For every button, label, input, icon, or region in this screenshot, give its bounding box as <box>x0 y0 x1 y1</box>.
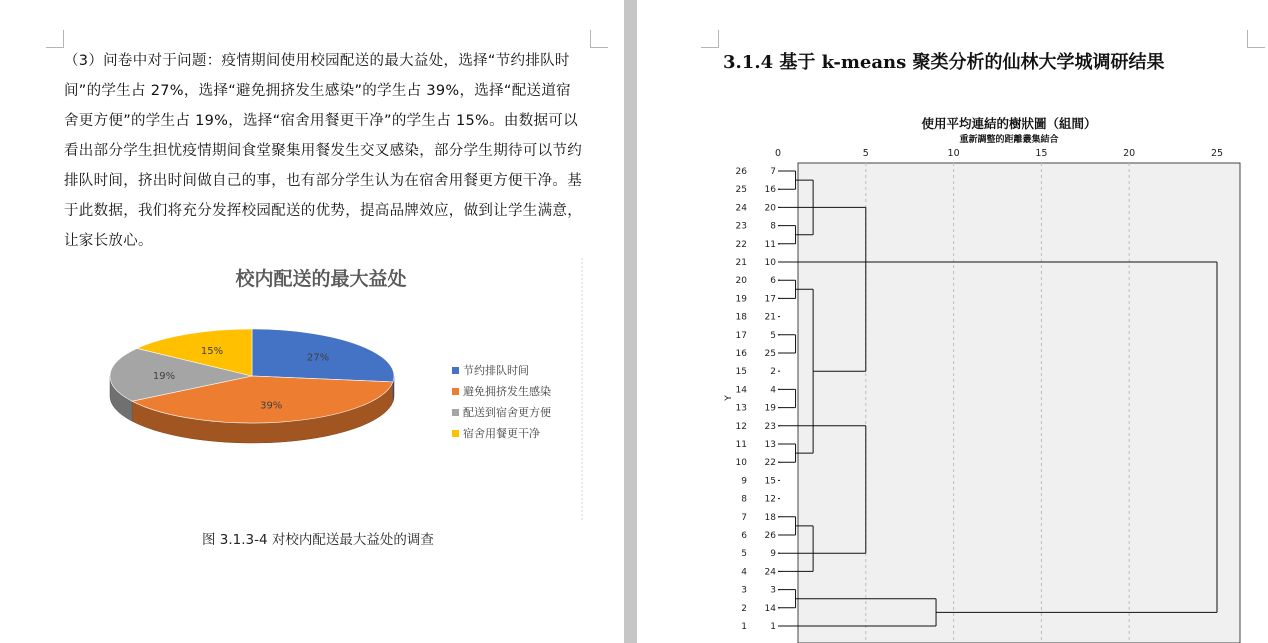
leaf-label: 5 <box>770 330 776 341</box>
row-number: 20 <box>735 276 747 287</box>
row-number: 16 <box>735 349 747 359</box>
row-number: 24 <box>735 203 747 214</box>
leaf-label: 17 <box>764 294 776 305</box>
right-page <box>637 0 1268 643</box>
leaf-label: 4 <box>770 385 776 396</box>
x-tick-label: 10 <box>947 148 960 159</box>
row-number: 6 <box>741 531 747 541</box>
row-number: 10 <box>735 458 747 469</box>
paragraph-line: 看出部分学生担忧疫情期间食堂聚集用餐发生交叉感染，部分学生期待可以节约 <box>64 143 582 159</box>
pie-legend <box>452 363 551 440</box>
legend-label: 宿舍用餐更干净 <box>463 427 540 440</box>
row-number: 14 <box>735 385 747 396</box>
paragraph-line: 让家长放心。 <box>64 233 153 249</box>
pie-data-label: 39% <box>260 400 283 412</box>
pie-chart <box>96 254 586 522</box>
leaf-label: 13 <box>764 440 776 450</box>
row-number: 22 <box>735 239 747 250</box>
leaf-label: 1 <box>770 622 776 632</box>
x-tick-label: 25 <box>1210 148 1224 159</box>
legend-swatch <box>452 409 459 416</box>
row-number: 15 <box>735 367 747 378</box>
leaf-label: 19 <box>764 403 776 414</box>
body-paragraph <box>64 46 592 256</box>
dendrogram-title: 使用平均連結的樹狀圖（組間） <box>921 116 1097 131</box>
leaf-label: 25 <box>764 349 776 359</box>
row-number: 2 <box>741 603 747 614</box>
leaf-label: 6 <box>770 276 776 287</box>
paragraph-line: （3）问卷中对于问题：疫情期间使用校园配送的最大益处，选择“节约排队时 <box>64 53 570 69</box>
left-page <box>0 0 624 643</box>
row-number: 12 <box>735 421 747 432</box>
leaf-label: 26 <box>764 531 776 541</box>
leaf-label: 2 <box>770 367 776 378</box>
legend-label: 配送到宿舍更方便 <box>463 406 551 419</box>
leaf-label: 3 <box>770 585 776 596</box>
plot-area <box>798 163 1240 643</box>
dendrogram-subtitle: 重新調整的距離叢集結合 <box>959 135 1059 145</box>
legend-label: 节约排队时间 <box>463 364 529 377</box>
leaf-label: 23 <box>764 421 776 432</box>
row-number: 19 <box>735 294 747 305</box>
legend-swatch <box>452 388 459 395</box>
pie-chart-title: 校内配送的最大益处 <box>235 268 407 290</box>
leaf-label: 20 <box>764 203 776 214</box>
legend-swatch <box>452 430 459 437</box>
row-number: 1 <box>741 622 747 632</box>
crop-mark-top-left <box>46 30 64 48</box>
row-number: 26 <box>735 167 747 177</box>
row-number: 17 <box>735 330 747 341</box>
paragraph-line: 舍更方便”的学生占 19%，选择“宿舍用餐更干净”的学生占 15%。由数据可以 <box>64 113 578 129</box>
x-tick-label: 5 <box>862 148 869 159</box>
y-axis-label: Y <box>724 395 734 401</box>
dendrogram-rows <box>736 167 777 632</box>
pie-data-label: 27% <box>306 352 330 364</box>
row-number: 23 <box>735 221 747 232</box>
x-tick-label: 0 <box>774 148 782 159</box>
leaf-label: 24 <box>764 567 776 578</box>
leaf-label: 14 <box>764 603 776 614</box>
row-number: 11 <box>735 440 747 450</box>
row-number: 18 <box>735 312 747 323</box>
pie-data-label: 15% <box>200 346 224 357</box>
paragraph-line: 间”的学生占 27%，选择“避免拥挤发生感染”的学生占 39%，选择“配送道宿 <box>64 83 571 99</box>
legend-swatch <box>452 367 459 374</box>
x-tick-label: 15 <box>1035 148 1048 159</box>
row-number: 7 <box>741 512 747 523</box>
x-tick-label: 20 <box>1123 148 1136 159</box>
figure-caption: 图 3.1.3-4 对校内配送最大益处的调查 <box>202 532 434 548</box>
dendrogram-chart <box>637 0 1268 643</box>
page-gutter <box>624 0 637 643</box>
leaf-label: 15 <box>764 476 776 487</box>
row-number: 4 <box>741 567 747 578</box>
leaf-label: 7 <box>770 167 776 177</box>
leaf-label: 11 <box>764 239 776 250</box>
paragraph-line: 排队时间，挤出时间做自己的事，也有部分学生认为在宿舍用餐更方便干净。基 <box>64 173 582 189</box>
row-number: 13 <box>735 403 747 414</box>
leaf-label: 9 <box>770 549 776 560</box>
paragraph-line: 于此数据，我们将充分发挥校园配送的优势，提高品牌效应，做到让学生满意， <box>64 203 582 219</box>
pie-chart-canvas <box>96 254 586 522</box>
row-number: 21 <box>735 258 747 268</box>
leaf-label: 22 <box>764 458 776 469</box>
legend-label: 避免拥挤发生感染 <box>463 385 551 398</box>
leaf-label: 18 <box>764 512 776 523</box>
leaf-label: 21 <box>764 312 776 323</box>
row-number: 9 <box>741 476 747 487</box>
leaf-label: 16 <box>764 185 776 196</box>
crop-mark-top-right <box>590 30 608 48</box>
section-heading: 3.1.4 基于 k-means 聚类分析的仙林大学城调研结果 <box>723 52 1165 73</box>
leaf-label: 10 <box>764 258 776 268</box>
leaf-label: 8 <box>770 221 776 232</box>
pie-data-label: 19% <box>152 371 176 383</box>
leaf-label: 12 <box>764 494 776 505</box>
row-number: 8 <box>741 494 747 505</box>
row-number: 5 <box>741 549 747 560</box>
row-number: 25 <box>735 185 747 196</box>
row-number: 3 <box>741 585 747 596</box>
